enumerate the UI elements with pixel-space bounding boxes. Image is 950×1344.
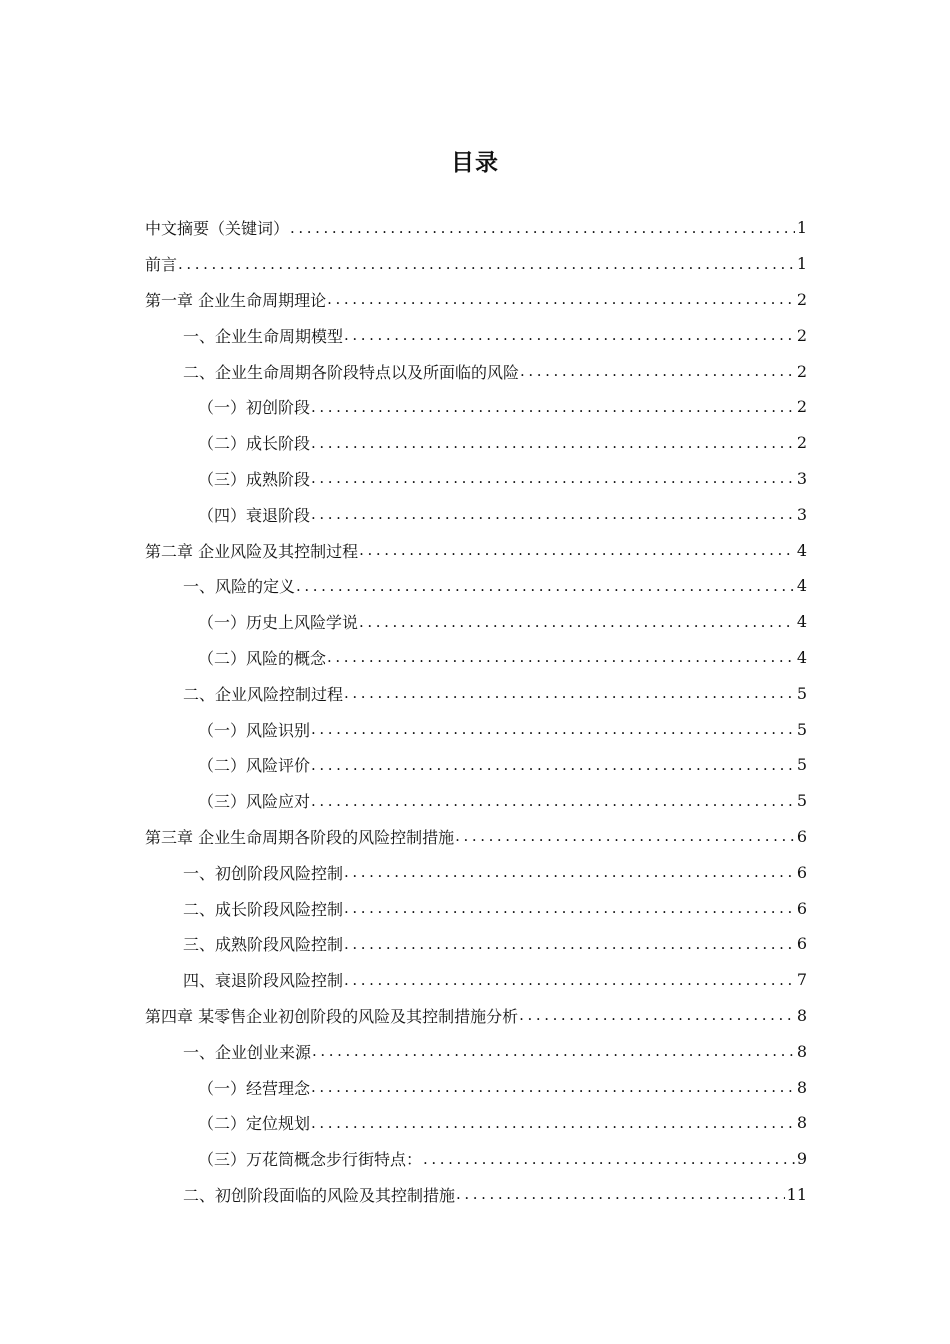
toc-entry-label: 一、风险的定义 — [183, 577, 296, 597]
toc-dot-leader — [296, 577, 795, 595]
toc-entry-page-number: 2 — [796, 289, 807, 309]
toc-entry-label: 第二章 企业风险及其控制过程 — [145, 541, 359, 561]
toc-entry[interactable] — [145, 890, 807, 926]
toc-entry[interactable] — [145, 675, 807, 711]
toc-dot-leader — [327, 648, 795, 666]
toc-dot-leader — [423, 1150, 795, 1168]
toc-entry-label: 四、衰退阶段风险控制 — [183, 971, 344, 991]
toc-entry-label: （二）成长阶段 — [198, 434, 311, 454]
toc-entry-label: 二、初创阶段面临的风险及其控制措施 — [183, 1185, 456, 1205]
toc-entry-label: 一、企业生命周期模型 — [183, 326, 344, 346]
toc-entry-label: （二）风险评价 — [198, 756, 311, 776]
toc-entry-label: （一）历史上风险学说 — [198, 613, 359, 633]
toc-entry-label: （一）经营理念 — [198, 1078, 311, 1098]
toc-entry[interactable] — [145, 1069, 807, 1105]
toc-entry-page-number: 2 — [796, 433, 807, 453]
toc-dot-leader — [311, 720, 795, 738]
toc-dot-leader — [290, 219, 795, 237]
toc-entry-page-number: 3 — [796, 468, 807, 488]
toc-entry[interactable] — [145, 353, 807, 389]
toc-entry-page-number: 8 — [796, 1077, 807, 1097]
toc-dot-leader — [520, 362, 795, 380]
toc-dot-leader — [311, 434, 795, 452]
toc-entry-page-number: 6 — [796, 898, 807, 918]
toc-entry-page-number: 11 — [786, 1184, 807, 1204]
toc-entry-label: 第一章 企业生命周期理论 — [145, 290, 327, 310]
toc-entry[interactable] — [145, 926, 807, 962]
toc-entry-label: （一）初创阶段 — [198, 398, 311, 418]
toc-entry[interactable] — [145, 496, 807, 532]
toc-entry-page-number: 4 — [796, 540, 807, 560]
toc-dot-leader — [311, 1078, 795, 1096]
toc-entry-page-number: 9 — [796, 1149, 807, 1169]
table-of-contents — [145, 210, 807, 1212]
toc-dot-leader — [311, 792, 795, 810]
toc-entry-label: 第四章 某零售企业初创阶段的风险及其控制措施分析 — [145, 1006, 519, 1026]
toc-entry-page-number: 5 — [796, 683, 807, 703]
toc-entry-label: 中文摘要（关键词） — [145, 219, 290, 239]
toc-entry-page-number: 6 — [796, 862, 807, 882]
toc-entry[interactable] — [145, 389, 807, 425]
toc-entry[interactable] — [145, 604, 807, 640]
toc-entry-page-number: 1 — [796, 218, 807, 238]
toc-entry[interactable] — [145, 210, 807, 246]
toc-dot-leader — [311, 756, 795, 774]
toc-dot-leader — [519, 1006, 795, 1024]
toc-entry[interactable] — [145, 425, 807, 461]
toc-entry-label: 二、企业风险控制过程 — [183, 684, 344, 704]
toc-dot-leader — [311, 505, 795, 523]
toc-entry-page-number: 6 — [796, 826, 807, 846]
toc-dot-leader — [311, 1114, 795, 1132]
toc-dot-leader — [327, 290, 795, 308]
toc-entry-page-number: 5 — [796, 719, 807, 739]
toc-dot-leader — [311, 398, 795, 416]
toc-dot-leader — [359, 541, 795, 559]
toc-entry-label: （四）衰退阶段 — [198, 505, 311, 525]
toc-entry[interactable] — [145, 317, 807, 353]
toc-entry[interactable] — [145, 640, 807, 676]
toc-dot-leader — [359, 613, 795, 631]
toc-dot-leader — [344, 899, 795, 917]
toc-entry-page-number: 4 — [796, 647, 807, 667]
toc-entry-page-number: 4 — [796, 576, 807, 596]
toc-entry-label: 前言 — [145, 255, 178, 275]
toc-entry-page-number: 2 — [796, 325, 807, 345]
toc-entry-label: 一、初创阶段风险控制 — [183, 863, 344, 883]
toc-dot-leader — [344, 935, 795, 953]
toc-entry-page-number: 4 — [796, 612, 807, 632]
toc-entry-page-number: 2 — [796, 361, 807, 381]
toc-entry-page-number: 8 — [796, 1041, 807, 1061]
toc-entry-label: （一）风险识别 — [198, 720, 311, 740]
toc-entry-page-number: 7 — [796, 970, 807, 990]
toc-entry[interactable] — [145, 1033, 807, 1069]
toc-dot-leader — [344, 971, 795, 989]
toc-entry[interactable] — [145, 282, 807, 318]
toc-entry-label: （三）风险应对 — [198, 792, 311, 812]
toc-entry-label: （二）定位规划 — [198, 1114, 311, 1134]
toc-entry-page-number: 6 — [796, 934, 807, 954]
toc-entry-page-number: 1 — [796, 254, 807, 274]
toc-entry-label: （二）风险的概念 — [198, 648, 327, 668]
toc-entry[interactable] — [145, 246, 807, 282]
toc-entry[interactable] — [145, 461, 807, 497]
toc-entry[interactable] — [145, 747, 807, 783]
toc-entry[interactable] — [145, 854, 807, 890]
toc-entry-label: 二、成长阶段风险控制 — [183, 899, 344, 919]
toc-entry-label: （三）万花筒概念步行街特点： — [198, 1150, 423, 1170]
toc-dot-leader — [455, 827, 795, 845]
toc-entry[interactable] — [145, 962, 807, 998]
toc-entry[interactable] — [145, 819, 807, 855]
toc-entry-page-number: 3 — [796, 504, 807, 524]
toc-entry[interactable] — [145, 998, 807, 1034]
toc-entry[interactable] — [145, 711, 807, 747]
toc-entry-page-number: 2 — [796, 397, 807, 417]
toc-entry[interactable] — [145, 1177, 807, 1213]
toc-entry-page-number: 8 — [796, 1005, 807, 1025]
toc-dot-leader — [312, 1042, 795, 1060]
toc-entry-label: 二、企业生命周期各阶段特点以及所面临的风险 — [183, 362, 520, 382]
toc-entry-page-number: 5 — [796, 755, 807, 775]
toc-dot-leader — [344, 684, 795, 702]
toc-entry-page-number: 8 — [796, 1113, 807, 1133]
toc-entry-label: 三、成熟阶段风险控制 — [183, 935, 344, 955]
toc-entry-label: 一、企业创业来源 — [183, 1042, 312, 1062]
toc-entry-label: 第三章 企业生命周期各阶段的风险控制措施 — [145, 827, 455, 847]
toc-dot-leader — [344, 863, 795, 881]
toc-entry-page-number: 5 — [796, 791, 807, 811]
page-title: 目录 — [451, 150, 499, 176]
toc-entry-label: （三）成熟阶段 — [198, 469, 311, 489]
toc-dot-leader — [456, 1185, 785, 1203]
toc-dot-leader — [344, 326, 795, 344]
toc-entry[interactable] — [145, 1105, 807, 1141]
toc-entry[interactable] — [145, 568, 807, 604]
toc-dot-leader — [178, 255, 795, 273]
toc-entry[interactable] — [145, 1141, 807, 1177]
toc-entry[interactable] — [145, 532, 807, 568]
toc-entry[interactable] — [145, 783, 807, 819]
toc-dot-leader — [311, 469, 795, 487]
